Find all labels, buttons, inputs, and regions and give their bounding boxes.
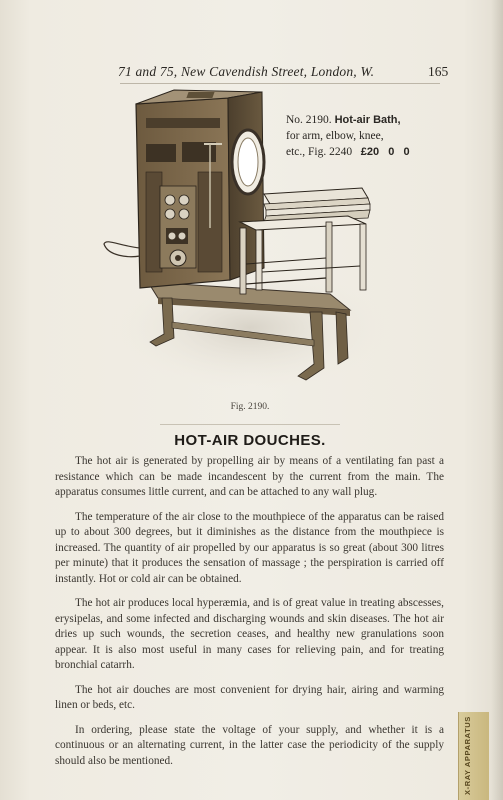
product-description-2: etc., Fig. 2240 bbox=[286, 146, 353, 158]
paragraph: The hot air produces local hyperæmia, and is of great value in treating abscesses, erysipelas, and some infected and discharging wounds and skin diseases. The hot air dries up such wounds, the secretion ceases, and healthy new granulations soon appear. It is also most useful in many cases for relieving pain, and for treating bronchial catarrh. bbox=[55, 597, 444, 671]
product-number: No. 2190. bbox=[286, 114, 332, 126]
page-number: 165 bbox=[428, 64, 449, 79]
paragraph: In ordering, please state the voltage of your supply, and whether it is a continuous or an alternating current, in the latter case the periodicity of the supply should also be mentioned. bbox=[55, 723, 444, 767]
section-thumb-tab bbox=[458, 712, 489, 800]
paragraph: The hot air is generated by propelling air by means of a ventilating fan past a resistance which can be made incandescent by the current from the main. The apparatus consumes little current, and can be attached to any wall plug. bbox=[55, 455, 444, 498]
product-title-line bbox=[286, 112, 456, 128]
product-caption bbox=[286, 112, 456, 160]
paragraph: The hot air douches are most convenient for drying hair, airing and warming linen or beds, etc. bbox=[55, 683, 444, 711]
page-edge-shadow bbox=[491, 0, 503, 800]
product-description-1: for arm, elbow, knee, bbox=[286, 130, 384, 142]
product-price: £20 0 0 bbox=[360, 146, 410, 158]
section-rule bbox=[160, 424, 340, 425]
header-rule bbox=[120, 83, 440, 84]
page-header bbox=[60, 62, 460, 82]
product-name: Hot-air Bath, bbox=[334, 114, 401, 126]
product-description-2-line bbox=[286, 144, 456, 160]
section-body bbox=[55, 454, 444, 778]
paragraph: The temperature of the air close to the mouthpiece of the apparatus can be raised up to about 300 degrees, but it diminishes as the distance from the mouthpiece is increased. The quantity of air propelled by our apparatus is so great (about 300 litres per minute) that it produces the sensation of massage ; the perspiration is carried off instantly. Hot or cold air can be obtained. bbox=[55, 510, 444, 585]
running-head: 71 and 75, New Cavendish Street, London, W. bbox=[118, 64, 375, 79]
figure-label: Fig. 2190. bbox=[230, 402, 270, 412]
thumb-tab-label: X-RAY APPARATUS bbox=[463, 716, 472, 796]
section-title: HOT-AIR DOUCHES. bbox=[174, 432, 326, 449]
